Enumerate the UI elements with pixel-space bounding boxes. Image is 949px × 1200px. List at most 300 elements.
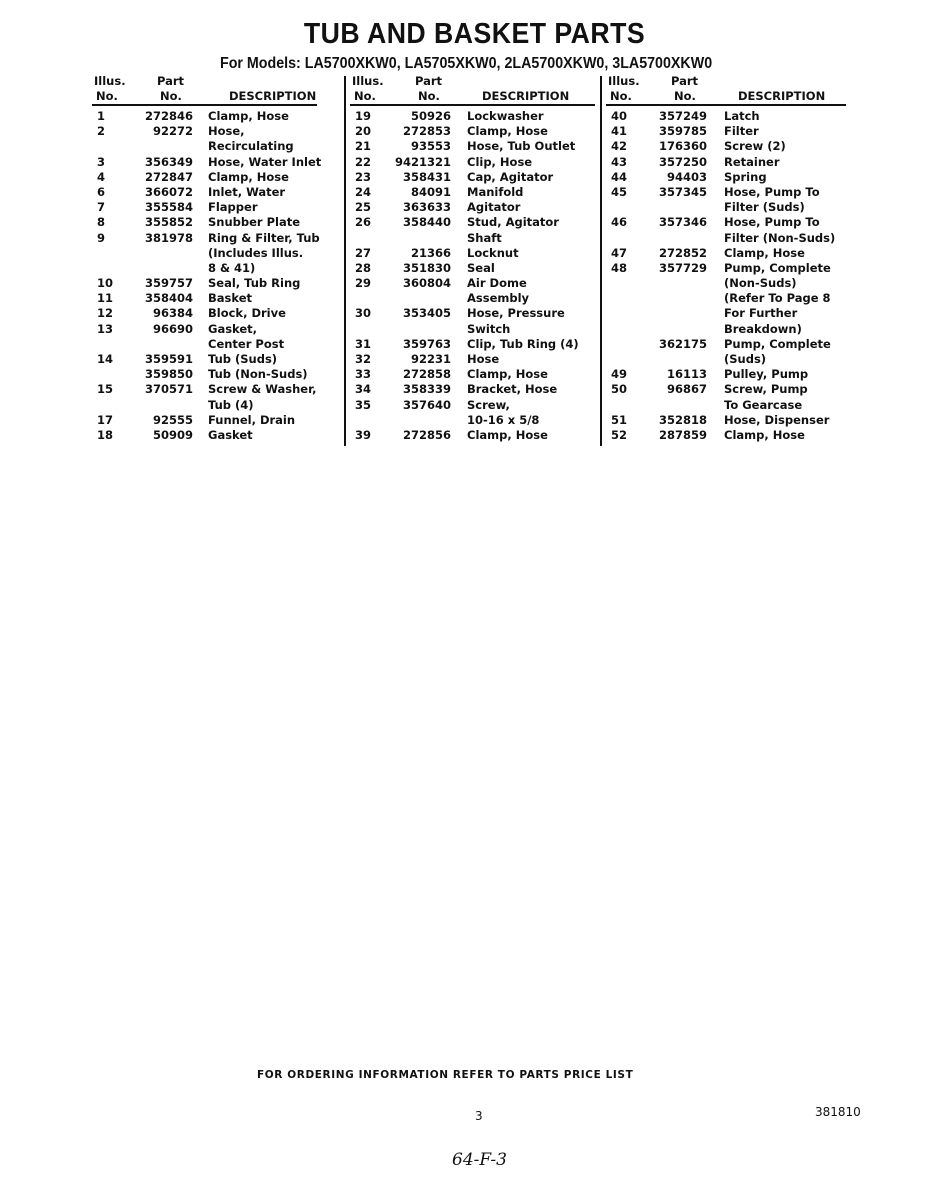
row-line (97, 428, 322, 443)
row-line (611, 109, 851, 124)
parts-row (355, 306, 600, 336)
part-description: Ring & Filter, Tub (208, 230, 320, 245)
part-description: 8 & 41) (208, 260, 256, 275)
parts-column (355, 109, 600, 443)
part-description: Block, Drive (208, 306, 286, 321)
row-line (611, 170, 851, 185)
illus-number: 19 (355, 109, 372, 123)
part-description: Lockwasher (467, 109, 544, 123)
row-line (97, 352, 322, 367)
part-number: 16113 (666, 367, 707, 382)
illus-number: 27 (355, 245, 372, 260)
parts-row (611, 337, 851, 367)
illus-number: 48 (611, 260, 628, 275)
parts-row (355, 124, 600, 139)
row-line (97, 124, 322, 139)
part-description: To Gearcase (724, 397, 803, 412)
row-line (97, 306, 322, 321)
page-title: TUB AND BASKET PARTS (303, 18, 646, 50)
part-description: Inlet, Water (208, 184, 286, 199)
part-number: 357249 (658, 109, 707, 123)
parts-row (97, 231, 322, 277)
part-number: 370571 (144, 382, 193, 397)
parts-row (97, 306, 322, 321)
row-line (355, 155, 600, 170)
part-description: (Non-Suds) (724, 276, 797, 291)
illus-number: 1 (97, 109, 106, 123)
row-line (355, 170, 600, 185)
row-line (355, 139, 600, 154)
row-line (611, 200, 851, 215)
part-number: 359763 (402, 336, 451, 351)
parts-row (97, 170, 322, 185)
parts-row (355, 109, 600, 124)
row-line (355, 428, 600, 443)
handwritten-note: 64-F-3 (452, 1150, 507, 1170)
illus-number: 49 (611, 367, 628, 382)
row-line (611, 367, 851, 382)
parts-column (611, 109, 851, 443)
part-description: Funnel, Drain (208, 412, 296, 427)
illus-number: 50 (611, 382, 628, 397)
illus-number: 31 (355, 336, 372, 351)
row-line (355, 215, 600, 230)
row-line (611, 215, 851, 230)
part-description: Hose (467, 352, 500, 366)
illus-number: 39 (355, 427, 372, 442)
row-line (97, 246, 322, 261)
parts-row (97, 428, 322, 443)
illus-number: 52 (611, 427, 628, 442)
part-description: Gasket, (208, 321, 258, 336)
illus-number: 21 (355, 139, 372, 154)
parts-row (355, 215, 600, 245)
ordering-note: FOR ORDERING INFORMATION REFER TO PARTS PRICE LIST (257, 1069, 634, 1081)
part-description: Hose, Water Inlet (208, 154, 322, 169)
part-description: Screw, Pump (724, 382, 808, 397)
part-description: Agitator (467, 200, 521, 215)
part-description: Clamp, Hose (208, 109, 289, 123)
parts-row (611, 109, 851, 124)
part-number: 357640 (402, 397, 451, 412)
part-number: 359591 (144, 352, 193, 366)
parts-row (97, 109, 322, 124)
column-divider (344, 76, 346, 446)
illus-number: 22 (355, 154, 372, 169)
illus-number: 4 (97, 169, 106, 184)
illus-header-bottom: No. (354, 89, 376, 103)
row-line (611, 322, 851, 337)
part-description: Air Dome (467, 276, 527, 291)
illus-number: 32 (355, 352, 372, 366)
row-line (611, 276, 851, 291)
parts-row (611, 261, 851, 337)
row-line (97, 382, 322, 397)
parts-row (611, 170, 851, 185)
part-description: Filter (Suds) (724, 200, 805, 215)
parts-row (97, 322, 322, 352)
illus-number: 13 (97, 321, 114, 336)
part-number: 358404 (144, 291, 193, 306)
row-line (97, 398, 322, 413)
part-number: 50909 (152, 427, 193, 442)
part-description: Hose, Tub Outlet (467, 139, 576, 154)
illus-number: 43 (611, 154, 628, 169)
illus-number: 24 (355, 184, 372, 199)
parts-row (611, 413, 851, 428)
part-description: Recirculating (208, 139, 294, 154)
row-line (611, 261, 851, 276)
description-header: DESCRIPTION (738, 89, 826, 103)
part-description: (Includes Illus. (208, 245, 304, 260)
part-description: Center Post (208, 336, 285, 351)
illus-number: 45 (611, 184, 628, 199)
row-line (355, 322, 600, 337)
part-description: Cap, Agitator (467, 169, 554, 184)
row-line (355, 200, 600, 215)
row-line (611, 382, 851, 397)
parts-row (97, 155, 322, 170)
illus-number: 35 (355, 397, 372, 412)
part-header-bottom: No. (418, 89, 440, 103)
models-subtitle: For Models: LA5700XKW0, LA5705XKW0, 2LA5700XKW0, 3LA5700XKW0 (220, 55, 713, 72)
parts-row (355, 382, 600, 397)
part-number: 84091 (410, 184, 451, 199)
parts-row (355, 352, 600, 367)
illus-number: 2 (97, 124, 106, 139)
illus-header-top: Illus. (608, 74, 640, 88)
illus-number: 28 (355, 260, 372, 275)
parts-row (611, 215, 851, 245)
part-number: 21366 (410, 245, 451, 260)
row-line (97, 231, 322, 246)
part-description: Retainer (724, 154, 780, 169)
illus-number: 18 (97, 427, 114, 442)
illus-number: 23 (355, 169, 372, 184)
row-line (355, 261, 600, 276)
part-description: For Further (724, 306, 798, 321)
parts-row (97, 352, 322, 367)
row-line (611, 231, 851, 246)
part-number: 272853 (402, 124, 451, 139)
part-number: 357346 (658, 215, 707, 230)
part-number: 93553 (410, 139, 451, 154)
illus-header-top: Illus. (94, 74, 126, 88)
part-description: (Refer To Page 8 (724, 291, 831, 306)
part-description: Snubber Plate (208, 215, 301, 230)
illus-number: 26 (355, 215, 372, 230)
parts-row (355, 367, 600, 382)
part-number: 9421321 (394, 154, 451, 169)
part-number: 96384 (152, 306, 193, 321)
parts-row (611, 155, 851, 170)
row-line (611, 352, 851, 367)
part-number: 356349 (144, 154, 193, 169)
part-description: Seal, Tub Ring (208, 276, 301, 291)
part-description: Pump, Complete (724, 336, 831, 351)
illus-number: 41 (611, 124, 628, 139)
part-description: Hose, Pump To (724, 215, 820, 230)
part-header-top: Part (671, 74, 699, 88)
part-number: 351830 (402, 260, 451, 275)
row-line (355, 185, 600, 200)
parts-row (97, 124, 322, 154)
row-line (611, 124, 851, 139)
parts-row (97, 185, 322, 200)
parts-row (611, 367, 851, 382)
row-line (355, 291, 600, 306)
illus-number: 47 (611, 245, 628, 260)
part-number: 359850 (144, 367, 193, 382)
part-description: Latch (724, 109, 760, 123)
part-number: 358440 (402, 215, 451, 230)
parts-row (611, 382, 851, 412)
row-line (611, 306, 851, 321)
row-line (97, 367, 322, 382)
part-number: 359757 (144, 276, 193, 291)
part-description: Clamp, Hose (724, 245, 805, 260)
part-description: Manifold (467, 184, 524, 199)
part-number: 381978 (144, 230, 193, 245)
illus-number: 14 (97, 352, 114, 366)
illus-header-bottom: No. (610, 89, 632, 103)
row-line (97, 413, 322, 428)
parts-row (355, 139, 600, 154)
row-line (97, 337, 322, 352)
parts-row (611, 185, 851, 215)
part-description: Stud, Agitator (467, 215, 559, 230)
part-description: Seal (467, 260, 495, 275)
part-number: 353405 (402, 306, 451, 321)
description-header: DESCRIPTION (229, 89, 317, 103)
row-line (355, 231, 600, 246)
row-line (97, 261, 322, 276)
part-description: Screw & Washer, (208, 382, 317, 397)
part-number: 287859 (658, 427, 707, 442)
part-number: 357250 (658, 154, 707, 169)
row-line (611, 337, 851, 352)
part-description: Switch (467, 321, 511, 336)
parts-row (355, 200, 600, 215)
part-description: (Suds) (724, 352, 767, 366)
part-description: Bracket, Hose (467, 382, 558, 397)
illus-number: 10 (97, 276, 114, 291)
part-number: 92555 (152, 412, 193, 427)
part-number: 362175 (658, 336, 707, 351)
part-description: Clamp, Hose (724, 427, 805, 442)
row-line (611, 291, 851, 306)
illus-number: 20 (355, 124, 372, 139)
part-number: 360804 (402, 276, 451, 291)
parts-row (355, 398, 600, 428)
part-description: Assembly (467, 291, 530, 306)
parts-row (611, 246, 851, 261)
illus-number: 25 (355, 200, 372, 215)
part-number: 357345 (658, 184, 707, 199)
row-line (97, 155, 322, 170)
part-number: 272852 (658, 245, 707, 260)
row-line (611, 246, 851, 261)
part-number: 92272 (152, 124, 193, 139)
parts-row (97, 291, 322, 306)
part-number: 94403 (666, 169, 707, 184)
illus-number: 33 (355, 367, 372, 382)
part-description: Breakdown) (724, 321, 802, 336)
parts-row (97, 215, 322, 230)
row-line (611, 139, 851, 154)
part-description: Clip, Hose (467, 154, 533, 169)
row-line (97, 215, 322, 230)
parts-row (355, 185, 600, 200)
part-description: Tub (Non-Suds) (208, 367, 308, 382)
part-header-bottom: No. (160, 89, 182, 103)
part-description: Screw (2) (724, 139, 786, 154)
part-header-top: Part (415, 74, 443, 88)
part-header-bottom: No. (674, 89, 696, 103)
part-description: Gasket (208, 427, 253, 442)
row-line (611, 428, 851, 443)
parts-row (97, 200, 322, 215)
parts-row (355, 337, 600, 352)
part-description: Hose, Dispenser (724, 412, 830, 427)
part-description: Clip, Tub Ring (4) (467, 336, 579, 351)
parts-row (97, 276, 322, 291)
row-line (97, 276, 322, 291)
part-description: Flapper (208, 200, 258, 215)
illus-number: 3 (97, 154, 106, 169)
part-number: 96690 (152, 321, 193, 336)
row-line (355, 413, 600, 428)
illus-number: 15 (97, 382, 114, 397)
part-description: Pump, Complete (724, 260, 831, 275)
parts-row (355, 170, 600, 185)
row-line (355, 337, 600, 352)
illus-number: 42 (611, 139, 628, 154)
illus-header-top: Illus. (352, 74, 384, 88)
row-line (355, 352, 600, 367)
document-number: 381810 (815, 1105, 861, 1119)
parts-row (355, 155, 600, 170)
illus-number: 8 (97, 215, 106, 230)
illus-number: 11 (97, 291, 114, 306)
part-description: Clamp, Hose (467, 367, 548, 382)
part-number: 272846 (144, 109, 193, 123)
parts-row (355, 276, 600, 306)
part-number: 355584 (144, 200, 193, 215)
illus-number: 30 (355, 306, 372, 321)
illus-number: 6 (97, 184, 106, 199)
row-line (611, 185, 851, 200)
parts-row (355, 428, 600, 443)
illus-number: 51 (611, 412, 628, 427)
part-description: Clamp, Hose (467, 427, 548, 442)
description-header: DESCRIPTION (482, 89, 570, 103)
parts-row (97, 413, 322, 428)
part-number: 355852 (144, 215, 193, 230)
parts-row (355, 246, 600, 261)
row-line (355, 306, 600, 321)
part-number: 176360 (658, 139, 707, 154)
part-number: 92231 (410, 352, 451, 366)
part-description: Locknut (467, 245, 519, 260)
part-description: Hose, (208, 124, 245, 139)
part-description: Hose, Pump To (724, 184, 820, 199)
row-line (611, 413, 851, 428)
part-description: Basket (208, 291, 253, 306)
page-number: 3 (475, 1109, 483, 1123)
row-line (611, 155, 851, 170)
illus-number: 40 (611, 109, 628, 123)
part-number: 357729 (658, 260, 707, 275)
column-divider (600, 76, 602, 446)
header-rule (606, 104, 846, 106)
row-line (611, 398, 851, 413)
parts-row (97, 367, 322, 382)
illus-number: 46 (611, 215, 628, 230)
row-line (355, 124, 600, 139)
row-line (97, 185, 322, 200)
parts-row (611, 428, 851, 443)
row-line (97, 322, 322, 337)
row-line (355, 367, 600, 382)
part-description: Hose, Pressure (467, 306, 565, 321)
part-description: 10-16 x 5/8 (467, 412, 540, 427)
part-number: 358431 (402, 169, 451, 184)
row-line (355, 382, 600, 397)
part-header-top: Part (157, 74, 185, 88)
header-rule (92, 104, 317, 106)
header-rule (350, 104, 595, 106)
row-line (97, 139, 322, 154)
parts-row (355, 261, 600, 276)
part-number: 272856 (402, 427, 451, 442)
parts-row (611, 124, 851, 139)
illus-number: 9 (97, 230, 106, 245)
part-description: Clamp, Hose (208, 169, 289, 184)
part-description: Shaft (467, 230, 502, 245)
part-number: 352818 (658, 412, 707, 427)
part-description: Filter (724, 124, 759, 139)
illus-number: 34 (355, 382, 372, 397)
row-line (97, 291, 322, 306)
illus-number: 44 (611, 169, 628, 184)
row-line (97, 200, 322, 215)
part-description: Clamp, Hose (467, 124, 548, 139)
row-line (355, 246, 600, 261)
illus-header-bottom: No. (96, 89, 118, 103)
part-number: 272858 (402, 367, 451, 382)
part-description: Screw, (467, 397, 510, 412)
part-description: Pulley, Pump (724, 367, 809, 382)
parts-row (97, 382, 322, 412)
illus-number: 7 (97, 200, 106, 215)
illus-number: 29 (355, 276, 372, 291)
part-number: 272847 (144, 169, 193, 184)
part-number: 96867 (666, 382, 707, 397)
part-description: Tub (Suds) (208, 352, 278, 366)
part-number: 366072 (144, 184, 193, 199)
row-line (355, 398, 600, 413)
illus-number: 17 (97, 412, 114, 427)
part-number: 363633 (402, 200, 451, 215)
part-description: Spring (724, 169, 767, 184)
row-line (97, 170, 322, 185)
row-line (355, 276, 600, 291)
row-line (97, 109, 322, 124)
part-number: 50926 (410, 109, 451, 123)
part-description: Tub (4) (208, 397, 254, 412)
part-description: Filter (Non-Suds) (724, 230, 836, 245)
